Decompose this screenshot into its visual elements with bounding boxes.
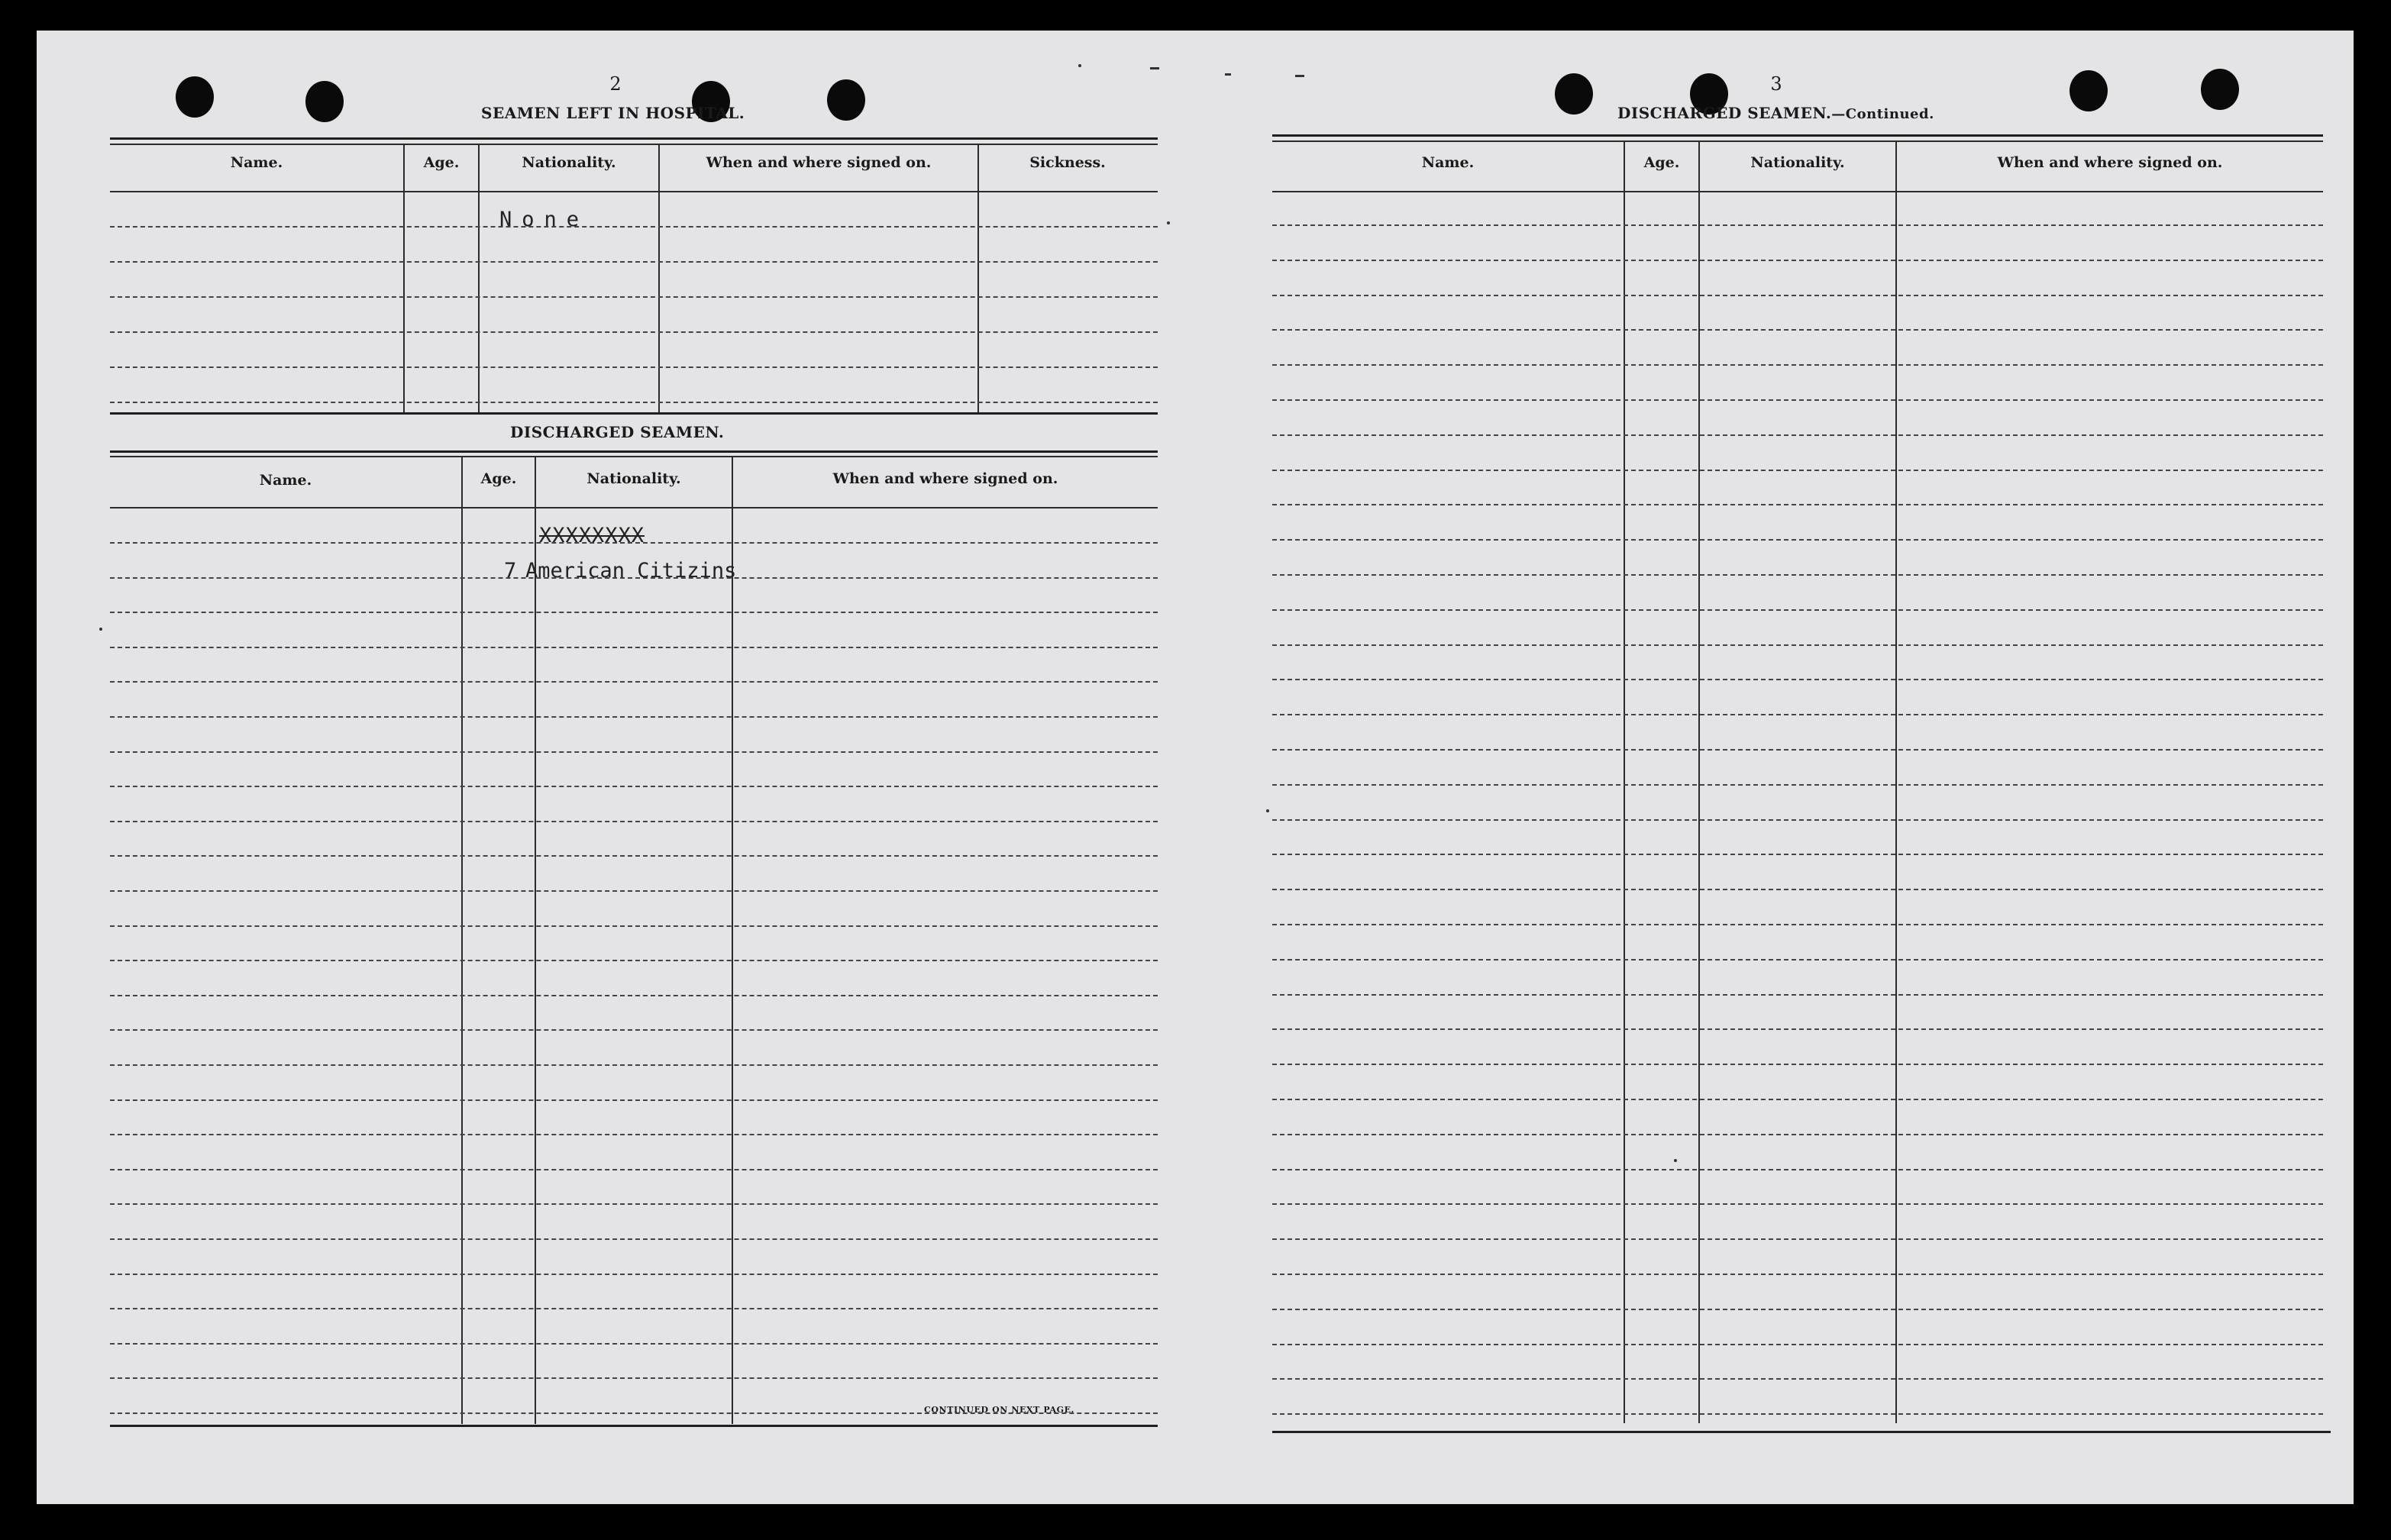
- scan-speck: [1266, 809, 1269, 812]
- entry-line: [1272, 714, 2323, 715]
- entry-line: [110, 751, 1158, 753]
- title-text: DISCHARGED SEAMEN.: [1617, 104, 1832, 122]
- col-header-nationality: Nationality.: [1750, 154, 1845, 171]
- entry-line: [1272, 1169, 2323, 1170]
- entry-line: [110, 1238, 1158, 1240]
- entry-line: [110, 1099, 1158, 1101]
- entry-line: [1272, 679, 2323, 680]
- entry-line: [110, 1274, 1158, 1275]
- entry-line: [110, 226, 1158, 228]
- column-divider: [1624, 140, 1625, 1423]
- discharged-nationality-entry: American Citizins: [525, 559, 737, 583]
- column-divider: [461, 456, 463, 1424]
- entry-line: [1272, 470, 2323, 471]
- entry-line: [110, 261, 1158, 263]
- entry-line: [110, 296, 1158, 298]
- entry-line: [110, 1169, 1158, 1170]
- top-rule: [1272, 140, 2323, 142]
- entry-line: [1272, 1378, 2323, 1380]
- header-rule: [1272, 191, 2323, 192]
- bottom-rule: [110, 1425, 1158, 1427]
- entry-line: [1272, 434, 2323, 436]
- entry-line: [1272, 959, 2323, 960]
- header-rule: [110, 507, 1158, 508]
- col-header-name: Name.: [1421, 154, 1475, 171]
- entry-line: [1272, 1028, 2323, 1030]
- entry-line: [110, 681, 1158, 683]
- discharged-section-title: DISCHARGED SEAMEN.: [510, 423, 725, 441]
- entry-line: [110, 925, 1158, 927]
- entry-line: [1272, 854, 2323, 855]
- punch-hole: [2070, 70, 2108, 111]
- entry-line: [1272, 1203, 2323, 1205]
- col-header-age: Age.: [1643, 154, 1680, 171]
- entry-line: [1272, 644, 2323, 646]
- col-header-name: Name.: [259, 472, 312, 489]
- entry-line: [1272, 504, 2323, 505]
- column-divider: [658, 144, 660, 412]
- entry-line: [110, 1029, 1158, 1031]
- punch-hole: [827, 79, 865, 121]
- column-divider: [403, 144, 405, 412]
- col-header-age: Age.: [423, 154, 460, 171]
- entry-line: [1272, 224, 2323, 226]
- entry-line: [110, 366, 1158, 368]
- col-header-nationality: Nationality.: [586, 470, 681, 487]
- top-rule: [1272, 134, 2323, 137]
- header-rule: [110, 191, 1158, 192]
- discharged-age-entry: 7: [504, 559, 517, 583]
- entry-line: [1272, 329, 2323, 331]
- entry-line: [1272, 889, 2323, 890]
- entry-line: [1272, 1413, 2323, 1415]
- entry-line: [1272, 1134, 2323, 1135]
- scan-speck: [1674, 1159, 1677, 1162]
- col-header-age: Age.: [480, 470, 517, 487]
- entry-line: [1272, 364, 2323, 366]
- entry-line: [1272, 1099, 2323, 1100]
- entry-line: [110, 1203, 1158, 1205]
- col-header-signed-on: When and where signed on.: [832, 470, 1058, 487]
- title-suffix: —Continued.: [1831, 106, 1934, 122]
- bottom-rule: [1272, 1431, 2331, 1433]
- entry-line: [110, 716, 1158, 718]
- continued-note: CONTINUED ON NEXT PAGE.: [924, 1405, 1074, 1415]
- entry-line: [1272, 609, 2323, 611]
- punch-hole: [1555, 73, 1593, 115]
- entry-line: [110, 1377, 1158, 1379]
- scan-speck: [1167, 221, 1170, 224]
- entry-line: [1272, 295, 2323, 296]
- entry-line: [1272, 784, 2323, 786]
- entry-line: [1272, 924, 2323, 925]
- entry-line: [1272, 819, 2323, 821]
- col-header-signed-on: When and where signed on.: [706, 154, 932, 171]
- entry-line: [110, 647, 1158, 648]
- scan-speck: [99, 628, 102, 631]
- document-sheet: [37, 31, 2354, 1504]
- entry-line: [1272, 749, 2323, 751]
- scan-speck: [1078, 64, 1081, 67]
- entry-line: [1272, 539, 2323, 541]
- entry-line: [1272, 994, 2323, 996]
- entry-line: [1272, 1309, 2323, 1310]
- entry-line: [110, 1343, 1158, 1345]
- scan-speck: [1225, 73, 1231, 76]
- column-divider: [535, 456, 536, 1424]
- column-divider: [1895, 140, 1897, 1423]
- punch-hole: [2201, 69, 2239, 110]
- column-divider: [478, 144, 480, 412]
- entry-line: [110, 612, 1158, 613]
- entry-line: [1272, 1064, 2323, 1065]
- hospital-section-title: SEAMEN LEFT IN HOSPITAL.: [481, 104, 745, 122]
- entry-line: [1272, 574, 2323, 576]
- col-header-signed-on: When and where signed on.: [1997, 154, 2223, 171]
- entry-line: [1272, 1238, 2323, 1240]
- entry-line: [110, 890, 1158, 892]
- entry-line: [110, 1134, 1158, 1135]
- section-rule: [110, 456, 1158, 457]
- page-number: 2: [609, 73, 622, 95]
- section-rule: [110, 412, 1158, 415]
- top-rule: [110, 137, 1158, 140]
- column-divider: [977, 144, 979, 412]
- discharged-continued-title: [1617, 104, 1934, 122]
- col-header-nationality: Nationality.: [522, 154, 616, 171]
- entry-line: [110, 995, 1158, 996]
- entry-line: [110, 331, 1158, 333]
- col-header-name: Name.: [230, 154, 283, 171]
- column-divider: [732, 456, 733, 1424]
- scan-speck: [1295, 75, 1304, 77]
- struck-nationality-entry: XXXXXXXX: [539, 524, 645, 547]
- entry-line: [110, 855, 1158, 857]
- entry-line: [1272, 260, 2323, 261]
- entry-line: [110, 786, 1158, 787]
- column-divider: [1698, 140, 1700, 1423]
- entry-line: [110, 1064, 1158, 1066]
- punch-hole: [176, 76, 214, 118]
- entry-line: [110, 960, 1158, 961]
- top-rule: [110, 144, 1158, 145]
- page-number: 3: [1770, 73, 1782, 95]
- entry-line: [1272, 1274, 2323, 1275]
- hospital-entry: None: [499, 208, 590, 231]
- entry-line: [110, 402, 1158, 403]
- section-rule: [110, 450, 1158, 453]
- entry-line: [1272, 1344, 2323, 1345]
- punch-hole: [305, 81, 344, 122]
- entry-line: [1272, 399, 2323, 401]
- entry-line: [110, 1308, 1158, 1309]
- col-header-sickness: Sickness.: [1029, 154, 1106, 171]
- scan-speck: [1150, 67, 1159, 69]
- entry-line: [110, 821, 1158, 822]
